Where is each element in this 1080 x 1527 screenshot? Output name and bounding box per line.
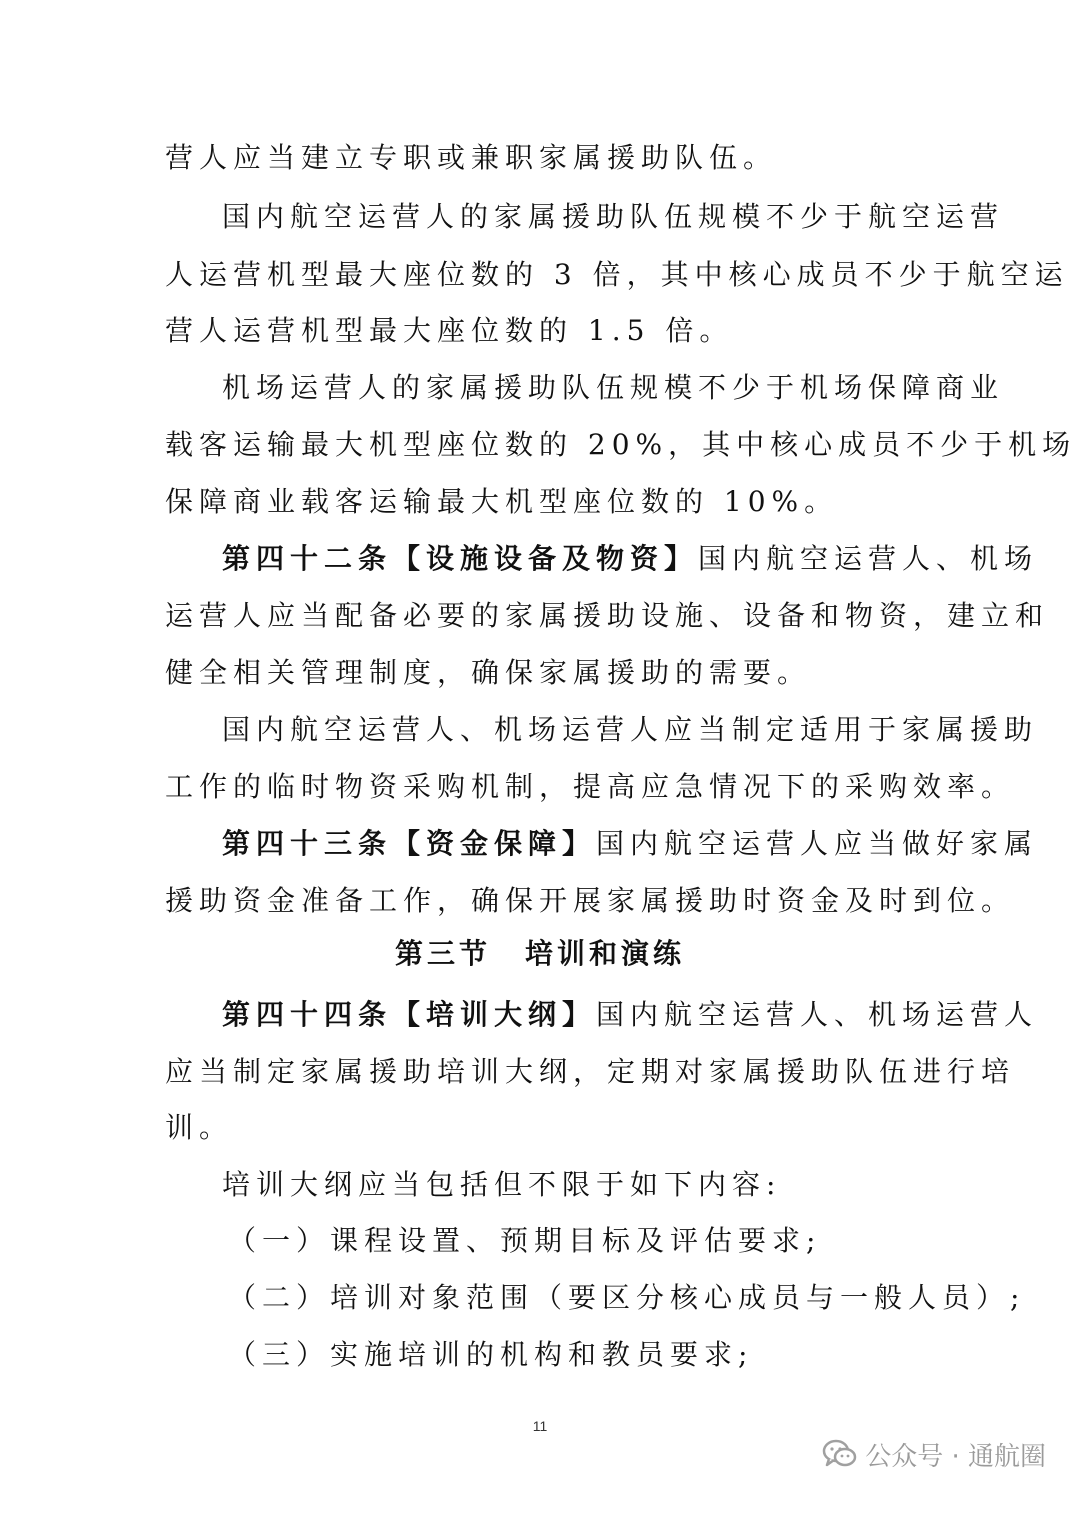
text-line: 训。: [165, 1111, 234, 1144]
article-43-text: 国内航空运营人应当做好家属: [596, 827, 1039, 860]
text-line: 援助资金准备工作，确保开展家属援助时资金及时到位。: [165, 884, 1016, 917]
article-44-line: [222, 995, 1039, 1035]
article-42-text: 国内航空运营人、机场: [698, 542, 1039, 575]
text-line: 载客运输最大机型座位数的 20%，其中核心成员不少于机场: [165, 428, 1077, 461]
section-heading: [0, 934, 1080, 974]
wechat-icon: [823, 1439, 857, 1469]
page-number: 11: [532, 1418, 548, 1434]
article-44-title: 第四十四条【培训大纲】: [222, 998, 597, 1031]
article-42-title: 第四十二条【设施设备及物资】: [222, 542, 699, 575]
text-line: 培训大纲应当包括但不限于如下内容:: [222, 1168, 782, 1201]
text-line: 营人运营机型最大座位数的 1.5 倍。: [165, 314, 734, 347]
text-line: 国内航空运营人、机场运营人应当制定适用于家属援助: [222, 713, 1039, 746]
text-line: 工作的临时物资采购机制，提高应急情况下的采购效率。: [165, 770, 1016, 803]
section-name: 培训和演练: [525, 937, 686, 970]
text-line: 应当制定家属援助培训大纲，定期对家属援助队伍进行培: [165, 1055, 1016, 1088]
list-item: （二）培训对象范围（要区分核心成员与一般人员）;: [228, 1281, 1026, 1314]
list-item: （三）实施培训的机构和教员要求;: [228, 1338, 754, 1371]
text-line: 国内航空运营人的家属援助队伍规模不少于航空运营: [222, 200, 1005, 233]
text-line: 保障商业载客运输最大机型座位数的 10%。: [165, 485, 839, 518]
section-number: 第三节: [394, 937, 491, 970]
list-item: （一）课程设置、预期目标及评估要求;: [228, 1224, 822, 1257]
article-44-text: 国内航空运营人、机场运营人: [596, 998, 1039, 1031]
text-line: 运营人应当配备必要的家属援助设施、设备和物资，建立和: [165, 599, 1050, 632]
text-line: 人运营机型最大座位数的 3 倍，其中核心成员不少于航空运: [165, 258, 1069, 291]
text-line: 营人应当建立专职或兼职家属援助队伍。: [165, 141, 778, 174]
article-42-line: [222, 539, 1039, 579]
watermark: [823, 1432, 1046, 1476]
watermark-text: 公众号 · 通航圈: [865, 1441, 1046, 1472]
text-line: 健全相关管理制度，确保家属援助的需要。: [165, 656, 812, 689]
article-43-title: 第四十三条【资金保障】: [222, 827, 597, 860]
text-line: 机场运营人的家属援助队伍规模不少于机场保障商业: [222, 371, 1005, 404]
article-43-line: [222, 824, 1039, 864]
